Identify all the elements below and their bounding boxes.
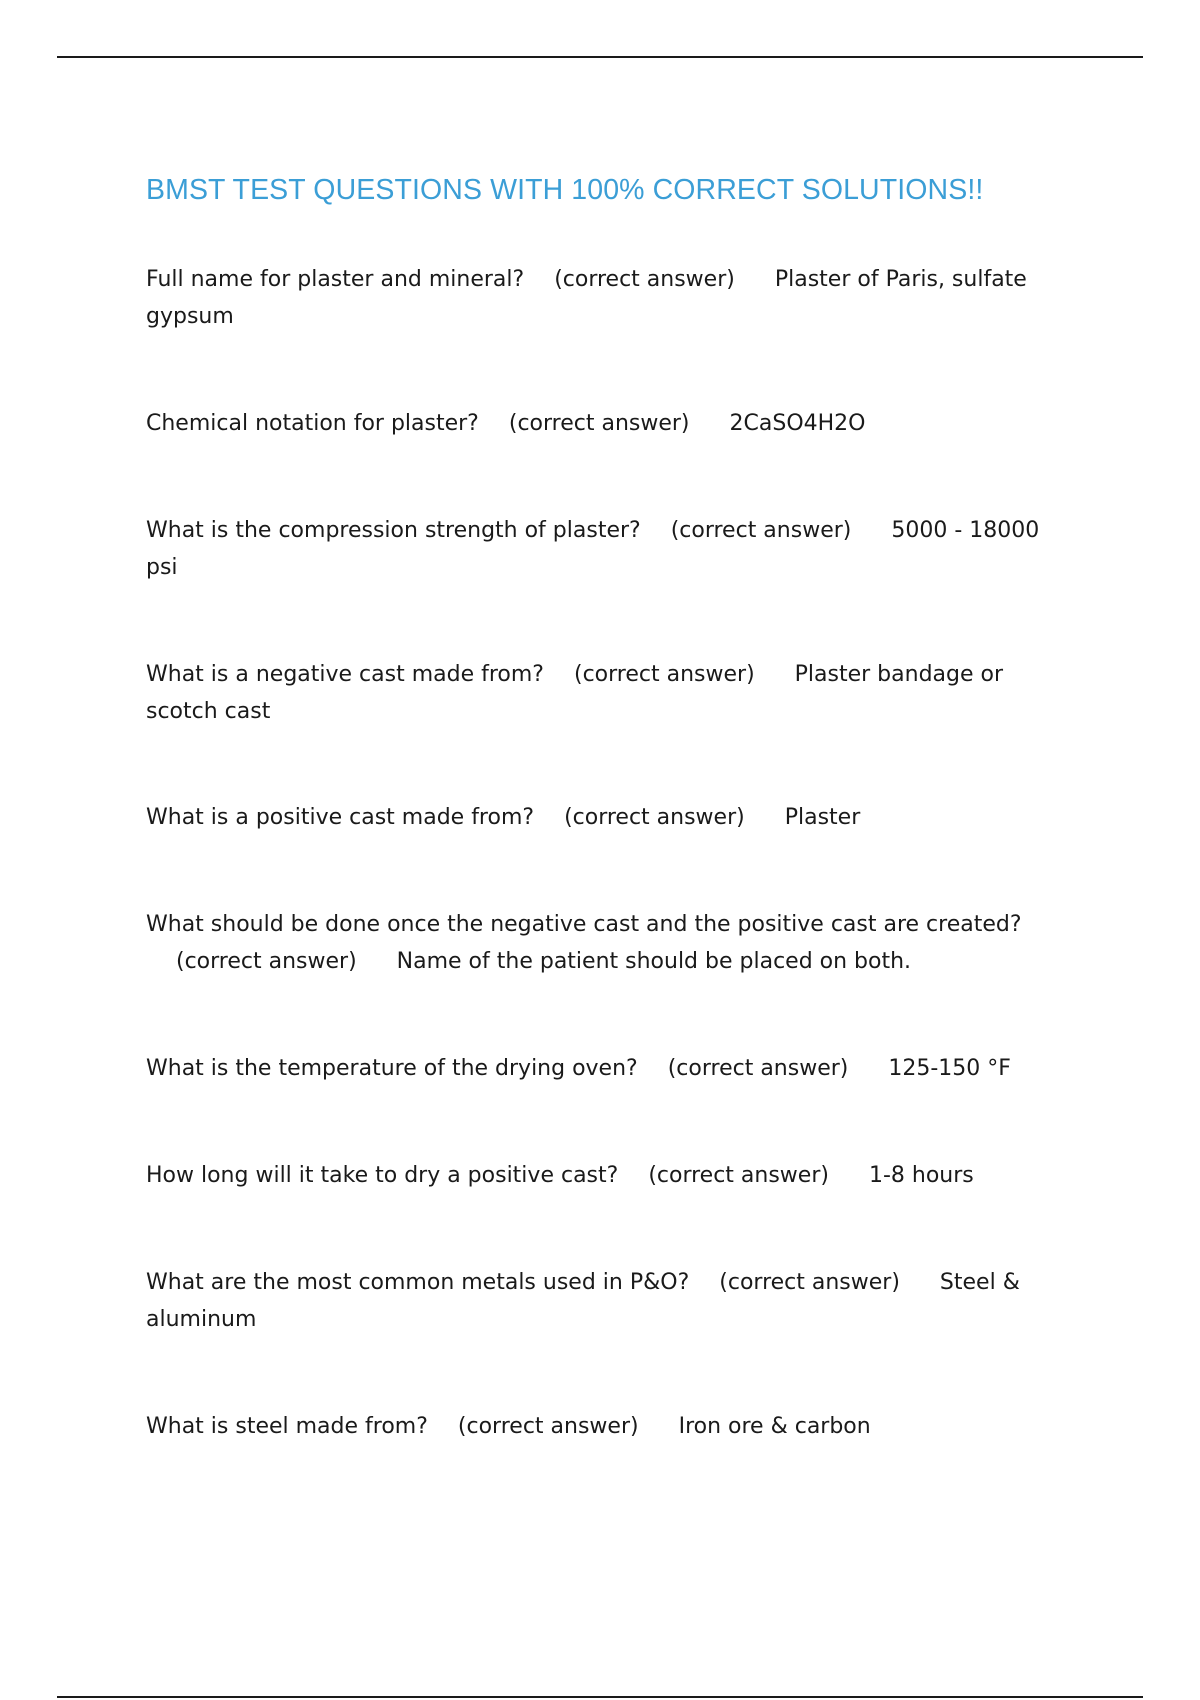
question-text: Full name for plaster and mineral? — [146, 267, 525, 292]
answer-text: Steel & aluminum — [146, 1270, 1020, 1332]
correct-answer-marker: (correct answer) — [508, 411, 690, 436]
question-text: What is steel made from? — [146, 1414, 428, 1439]
question-text: How long will it take to dry a positive cast? — [146, 1163, 619, 1188]
qa-item — [146, 1050, 1076, 1087]
qa-item — [146, 656, 1076, 730]
question-text: What are the most common metals used in P&O? — [146, 1270, 690, 1295]
answer-text: Plaster — [784, 805, 861, 830]
document-title: BMST TEST QUESTIONS WITH 100% CORRECT SOLUTIONS!! — [146, 174, 984, 206]
answer-text: Name of the patient should be placed on both. — [396, 949, 912, 974]
correct-answer-marker: (correct answer) — [574, 662, 755, 687]
answer-text: Plaster of Paris, sulfate gypsum — [146, 267, 1027, 329]
qa-item — [146, 1264, 1076, 1338]
answer-text: 1-8 hours — [868, 1163, 974, 1188]
qa-item — [146, 799, 1076, 836]
correct-answer-marker: (correct answer) — [667, 1056, 849, 1081]
correct-answer-marker: (correct answer) — [719, 1270, 900, 1295]
header-rule — [57, 56, 1143, 58]
answer-text: 5000 - 18000 psi — [146, 518, 1040, 580]
correct-answer-marker: (correct answer) — [564, 805, 745, 830]
question-text: What should be done once the negative cast and the positive cast are created? — [146, 912, 1022, 937]
answer-text: 125-150 °F — [888, 1056, 1011, 1081]
question-text: What is the temperature of the drying oven? — [146, 1056, 638, 1081]
question-text: What is the compression strength of plaster? — [146, 518, 641, 543]
qa-item — [146, 906, 1076, 980]
answer-text: 2CaSO4H2O — [729, 411, 866, 436]
correct-answer-marker: (correct answer) — [648, 1163, 829, 1188]
correct-answer-marker: (correct answer) — [176, 949, 357, 974]
answer-text: Iron ore & carbon — [678, 1414, 871, 1439]
footer-rule — [57, 1696, 1143, 1698]
answer-text: Plaster bandage or scotch cast — [146, 662, 1004, 724]
question-text: What is a negative cast made from? — [146, 662, 544, 687]
qa-item — [146, 405, 1076, 442]
qa-item — [146, 261, 1076, 335]
qa-item — [146, 1408, 1076, 1445]
correct-answer-marker: (correct answer) — [554, 267, 735, 292]
qa-item — [146, 512, 1076, 586]
correct-answer-marker: (correct answer) — [457, 1414, 639, 1439]
qa-item — [146, 1157, 1076, 1194]
correct-answer-marker: (correct answer) — [670, 518, 852, 543]
question-text: Chemical notation for plaster? — [146, 411, 479, 436]
question-text: What is a positive cast made from? — [146, 805, 535, 830]
